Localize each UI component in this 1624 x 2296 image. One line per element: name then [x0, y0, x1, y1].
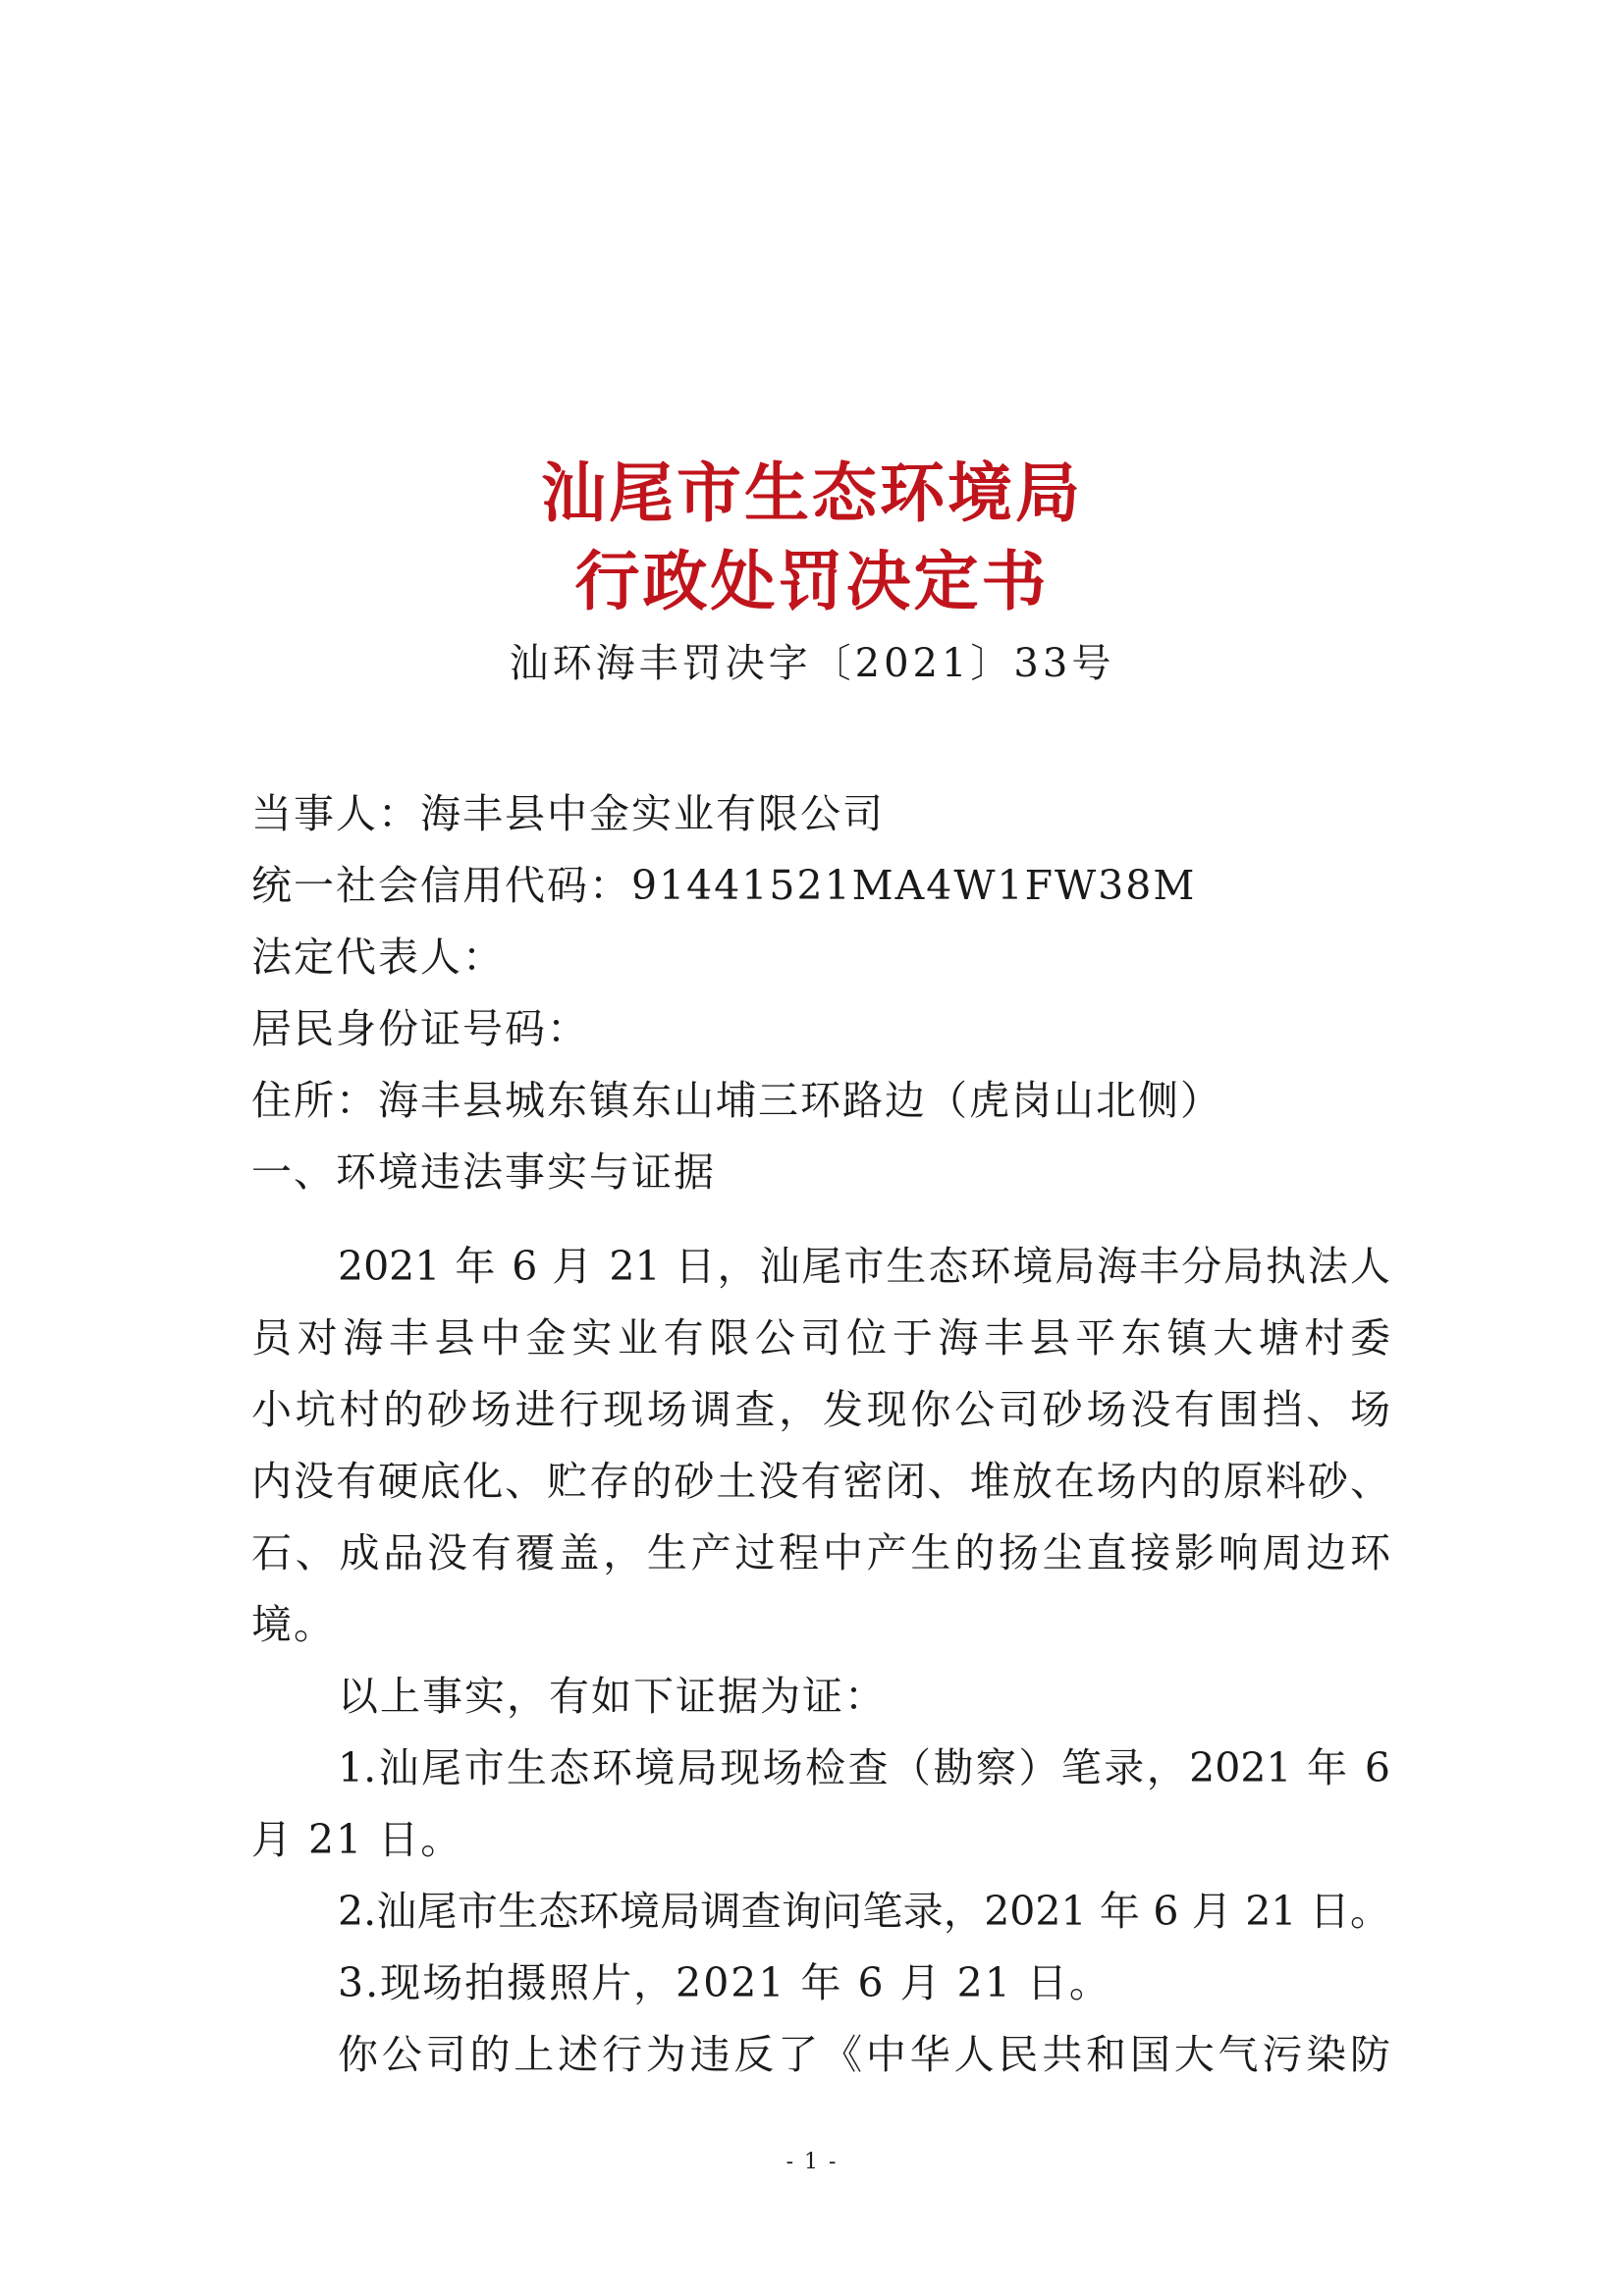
evidence-item-1-cont: 月 21 日。: [251, 1816, 463, 1863]
section-heading: 一、环境违法事实与证据: [251, 1148, 716, 1196]
document-title-type: 行政处罚决定书: [574, 543, 1050, 619]
evidence-item-3: 3.现场拍摄照片，2021 年 6 月 21 日。: [338, 1959, 1111, 2006]
evidence-intro: 以上事实，有如下证据为证：: [338, 1673, 887, 1720]
paragraph-line: 员对海丰县中金实业有限公司位于海丰县平东镇大塘村委: [251, 1314, 1390, 1362]
legal-representative: 法定代表人：: [251, 934, 505, 981]
paragraph-line: 小坑村的砂场进行现场调查，发现你公司砂场没有围挡、场: [251, 1386, 1390, 1433]
conclusion-line: 你公司的上述行为违反了《中华人民共和国大气污染防: [338, 2031, 1390, 2078]
evidence-item-2: 2.汕尾市生态环境局调查询问笔录，2021 年 6 月 21 日。: [338, 1888, 1390, 1935]
page-number: - 1 -: [785, 2150, 839, 2174]
paragraph-line: 石、成品没有覆盖，生产过程中产生的扬尘直接影响周边环: [251, 1529, 1390, 1576]
paragraph-line: 2021 年 6 月 21 日，汕尾市生态环境局海丰分局执法人: [338, 1243, 1390, 1290]
party-name: 当事人：海丰县中金实业有限公司: [251, 790, 885, 837]
document-number: 汕环海丰罚决字〔2021〕33号: [509, 641, 1115, 686]
credit-code: 统一社会信用代码：91441521MA4W1FW38M: [251, 862, 1197, 909]
id-number: 居民身份证号码：: [251, 1005, 589, 1052]
document-title-agency: 汕尾市生态环境局: [541, 454, 1083, 531]
paragraph-line: 境。: [251, 1601, 336, 1648]
evidence-item-1: 1.汕尾市生态环境局现场检查（勘察）笔录，2021 年 6: [338, 1744, 1390, 1791]
address: 住所：海丰县城东镇东山埔三环路边（虎岗山北侧）: [251, 1077, 1222, 1124]
paragraph-line: 内没有硬底化、贮存的砂土没有密闭、堆放在场内的原料砂、: [251, 1458, 1390, 1505]
